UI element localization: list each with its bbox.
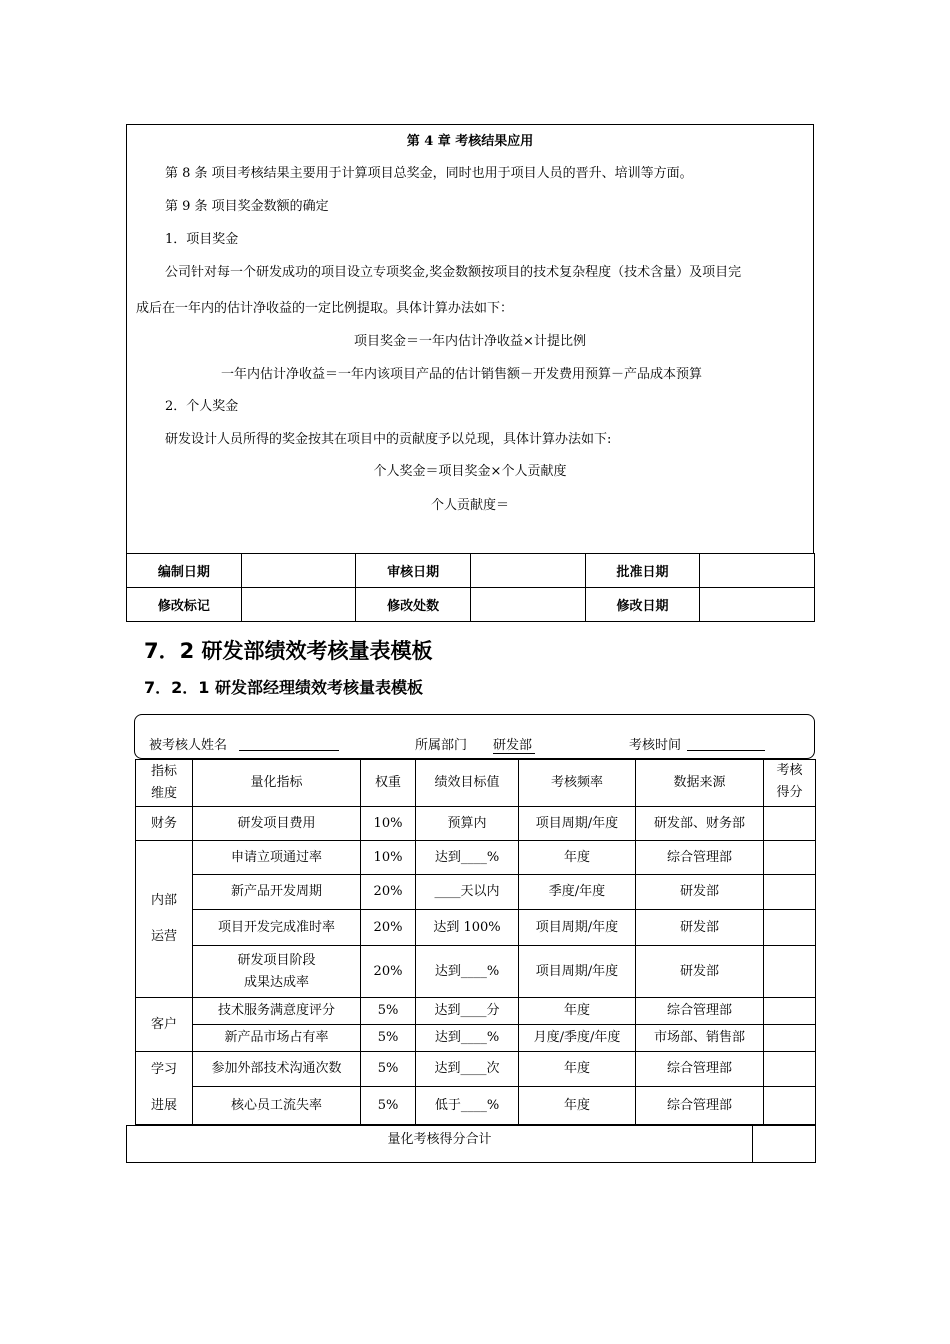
section-heading: 7．2 研发部绩效考核量表模板 xyxy=(144,639,433,663)
paragraph-1a: 公司针对每一个研发成功的项目设立专项奖金,奖金数额按项目的技术复杂程度（技术含量）及项目完 xyxy=(165,265,742,280)
dimension-text: 内部 xyxy=(150,893,177,908)
examinee-name-field[interactable] xyxy=(239,734,339,751)
examinee-name-label: 被考核人姓名 xyxy=(149,738,228,753)
signoff-cell: 批准日期 xyxy=(585,554,700,588)
signoff-cell xyxy=(470,554,585,588)
target-cell: 达到____% xyxy=(416,946,519,998)
header-frequency: 考核频率 xyxy=(519,760,636,807)
header-score xyxy=(764,760,816,807)
header-text: 得分 xyxy=(776,785,803,800)
frequency-cell: 年度 xyxy=(519,1052,636,1087)
source-cell: 综合管理部 xyxy=(636,1052,764,1087)
score-cell[interactable] xyxy=(764,910,816,946)
frequency-cell: 月度/季度/年度 xyxy=(519,1025,636,1052)
weight-cell: 10% xyxy=(361,807,416,841)
score-cell[interactable] xyxy=(764,998,816,1025)
source-cell: 研发部、财务部 xyxy=(636,807,764,841)
frequency-cell: 项目周期/年度 xyxy=(519,807,636,841)
header-indicator: 量化指标 xyxy=(193,760,361,807)
signoff-table xyxy=(126,553,815,622)
score-cell[interactable] xyxy=(764,807,816,841)
table-row xyxy=(136,841,816,875)
indicator-cell: 项目开发完成准时率 xyxy=(193,910,361,946)
indicator-cell: 参加外部技术沟通次数 xyxy=(193,1052,361,1087)
signoff-cell xyxy=(470,588,585,622)
score-cell[interactable] xyxy=(764,841,816,875)
frequency-cell: 项目周期/年度 xyxy=(519,946,636,998)
form-header xyxy=(134,714,815,759)
weight-cell: 20% xyxy=(361,910,416,946)
indicator-cell: 新产品市场占有率 xyxy=(193,1025,361,1052)
weight-cell: 5% xyxy=(361,1025,416,1052)
source-cell: 综合管理部 xyxy=(636,841,764,875)
table-row xyxy=(136,1052,816,1087)
dimension-operations xyxy=(136,841,193,998)
item-personal-bonus: 2．个人奖金 xyxy=(165,399,239,414)
signoff-cell: 修改日期 xyxy=(585,588,700,622)
department-label: 所属部门 xyxy=(415,738,468,753)
weight-cell: 5% xyxy=(361,1087,416,1125)
table-row xyxy=(136,1087,816,1125)
header-source: 数据来源 xyxy=(636,760,764,807)
score-cell[interactable] xyxy=(764,1052,816,1087)
target-cell: 达到____次 xyxy=(416,1052,519,1087)
dimension-text: 运营 xyxy=(150,929,177,944)
weight-cell: 5% xyxy=(361,998,416,1025)
table-header-row xyxy=(136,760,816,807)
source-cell: 综合管理部 xyxy=(636,998,764,1025)
dimension-learning xyxy=(136,1052,193,1125)
frequency-cell: 季度/年度 xyxy=(519,875,636,910)
signoff-cell xyxy=(700,588,815,622)
header-dimension xyxy=(136,760,193,807)
signoff-cell: 审核日期 xyxy=(356,554,471,588)
signoff-cell: 修改处数 xyxy=(356,588,471,622)
frequency-cell: 年度 xyxy=(519,998,636,1025)
signoff-cell xyxy=(241,554,356,588)
score-cell[interactable] xyxy=(764,1087,816,1125)
indicator-text: 研发项目阶段 xyxy=(237,952,316,968)
indicator-cell: 核心员工流失率 xyxy=(193,1087,361,1125)
header-text: 指标 xyxy=(150,764,177,779)
department-value: 研发部 xyxy=(493,734,535,754)
indicator-text: 成果达成率 xyxy=(243,974,309,990)
signoff-row xyxy=(127,554,815,588)
dimension-text: 进展 xyxy=(150,1098,177,1113)
signoff-cell: 编制日期 xyxy=(127,554,242,588)
article-9: 第 9 条 项目奖金数额的确定 xyxy=(165,199,329,214)
formula-personal-bonus: 个人奖金＝项目奖金×个人贡献度 xyxy=(373,464,567,479)
table-row xyxy=(136,875,816,910)
source-cell: 研发部 xyxy=(636,875,764,910)
source-cell: 研发部 xyxy=(636,910,764,946)
target-cell: 达到____% xyxy=(416,841,519,875)
table-row xyxy=(136,807,816,841)
paragraph-1b: 成后在一年内的估计净收益的一定比例提取。具体计算办法如下： xyxy=(136,301,514,316)
indicator-cell: 新产品开发周期 xyxy=(193,875,361,910)
score-cell[interactable] xyxy=(764,875,816,910)
weight-cell: 5% xyxy=(361,1052,416,1087)
signoff-cell xyxy=(241,588,356,622)
chapter-box xyxy=(126,124,814,554)
dimension-text: 学习 xyxy=(150,1062,177,1077)
signoff-cell xyxy=(700,554,815,588)
total-row xyxy=(127,1126,816,1163)
table-row xyxy=(136,998,816,1025)
table-row xyxy=(136,1025,816,1052)
indicator-cell: 研发项目费用 xyxy=(193,807,361,841)
dimension-customer: 客户 xyxy=(136,998,193,1052)
indicator-cell xyxy=(193,946,361,998)
formula-contribution: 个人贡献度＝ xyxy=(430,498,509,513)
review-time-label: 考核时间 xyxy=(629,738,682,753)
header-target: 绩效目标值 xyxy=(416,760,519,807)
frequency-cell: 年度 xyxy=(519,1087,636,1125)
target-cell: 达到____% xyxy=(416,1025,519,1052)
target-cell: 达到 100% xyxy=(416,910,519,946)
weight-cell: 20% xyxy=(361,946,416,998)
review-time-field[interactable] xyxy=(687,734,765,751)
signoff-cell: 修改标记 xyxy=(127,588,242,622)
formula-project-bonus: 项目奖金＝一年内估计净收益×计提比例 xyxy=(354,334,586,349)
total-label: 量化考核得分合计 xyxy=(127,1126,753,1163)
source-cell: 研发部 xyxy=(636,946,764,998)
target-cell: 低于____% xyxy=(416,1087,519,1125)
total-score-cell[interactable] xyxy=(753,1126,816,1163)
header-text: 考核 xyxy=(776,763,803,778)
subsection-heading: 7．2．1 研发部经理绩效考核量表模板 xyxy=(144,678,423,697)
header-text: 维度 xyxy=(150,786,177,801)
target-cell: ____天以内 xyxy=(416,875,519,910)
target-cell: 预算内 xyxy=(416,807,519,841)
paragraph-2: 研发设计人员所得的奖金按其在项目中的贡献度予以兑现，具体计算办法如下: xyxy=(165,432,612,447)
dimension-finance: 财务 xyxy=(136,807,193,841)
weight-cell: 10% xyxy=(361,841,416,875)
score-cell[interactable] xyxy=(764,946,816,998)
item-project-bonus: 1．项目奖金 xyxy=(165,232,239,247)
article-8: 第 8 条 项目考核结果主要用于计算项目总奖金，同时也用于项目人员的晋升、培训等方面。 xyxy=(165,166,693,181)
total-table xyxy=(126,1125,816,1163)
kpi-table xyxy=(135,759,816,1125)
chapter-title: 第 4 章 考核结果应用 xyxy=(406,134,534,149)
formula-net-income: 一年内估计净收益＝一年内该项目产品的估计销售额－开发费用预算－产品成本预算 xyxy=(221,367,703,382)
weight-cell: 20% xyxy=(361,875,416,910)
table-row xyxy=(136,910,816,946)
header-weight: 权重 xyxy=(361,760,416,807)
target-cell: 达到____分 xyxy=(416,998,519,1025)
score-cell[interactable] xyxy=(764,1025,816,1052)
source-cell: 综合管理部 xyxy=(636,1087,764,1125)
source-cell: 市场部、销售部 xyxy=(636,1025,764,1052)
indicator-cell: 申请立项通过率 xyxy=(193,841,361,875)
indicator-cell: 技术服务满意度评分 xyxy=(193,998,361,1025)
frequency-cell: 年度 xyxy=(519,841,636,875)
signoff-row xyxy=(127,588,815,622)
frequency-cell: 项目周期/年度 xyxy=(519,910,636,946)
table-row xyxy=(136,946,816,998)
